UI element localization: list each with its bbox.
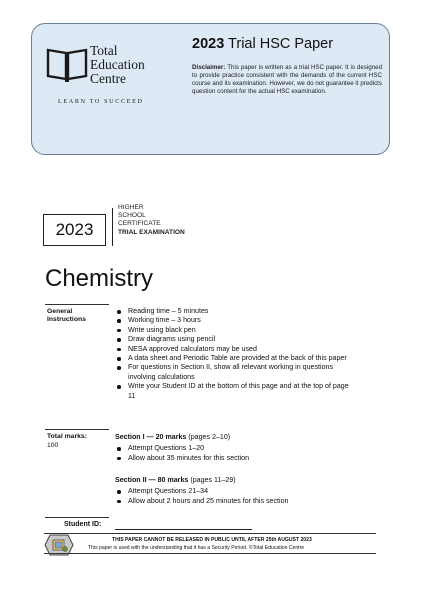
bullet-icon bbox=[117, 447, 121, 451]
bullet-icon bbox=[117, 357, 121, 361]
list-item-text: Allow about 35 minutes for this section bbox=[128, 453, 250, 462]
list-item bbox=[115, 326, 350, 335]
logo-wordmark bbox=[90, 44, 145, 86]
logo-line-2: Education bbox=[90, 57, 145, 72]
disclaimer-label: Disclaimer: bbox=[192, 64, 226, 71]
list-item-text: A data sheet and Periodic Table are provided at the back of this paper bbox=[128, 354, 347, 363]
list-item-text: Draw diagrams using pencil bbox=[128, 335, 216, 344]
list-item bbox=[115, 335, 350, 344]
list-item-text: Allow about 2 hours and 25 minutes for this section bbox=[128, 496, 289, 505]
divider bbox=[44, 533, 376, 534]
section-1-pages: (pages 2–10) bbox=[188, 433, 231, 441]
bullet-icon bbox=[117, 490, 121, 494]
bullet-icon bbox=[117, 348, 121, 352]
student-id-label: Student ID: bbox=[64, 521, 102, 528]
section-2-heading bbox=[115, 476, 236, 484]
section-2-title: Section II — 80 marks bbox=[115, 476, 189, 484]
list-item-text: NESA approved calculators may be used bbox=[128, 344, 257, 353]
list-item bbox=[115, 382, 350, 401]
total-marks-value: 100 bbox=[47, 442, 59, 449]
list-item bbox=[115, 316, 350, 325]
paper-year: 2023 bbox=[192, 36, 225, 52]
exam-line-2: SCHOOL bbox=[118, 212, 146, 220]
subject-title: Chemistry bbox=[45, 265, 154, 292]
section-2-list bbox=[115, 487, 289, 506]
tec-logo bbox=[46, 42, 196, 122]
copyright-notice: This paper is used with the understanding that it has a Security Period. ©Total Education Centre bbox=[88, 545, 305, 551]
exam-line-3: CERTIFICATE bbox=[118, 220, 161, 228]
bullet-icon bbox=[117, 500, 121, 504]
list-item bbox=[115, 363, 350, 382]
open-book-icon bbox=[46, 46, 88, 82]
logo-line-1: Total bbox=[90, 43, 118, 58]
instructions-list bbox=[115, 307, 350, 401]
divider bbox=[45, 429, 109, 430]
release-notice: THIS PAPER CANNOT BE RELEASED IN PUBLIC UNTIL AFTER 25th AUGUST 2023 bbox=[112, 537, 312, 543]
bullet-icon bbox=[117, 329, 121, 333]
section-2-pages: (pages 11–29) bbox=[190, 476, 236, 484]
list-item-text: Reading time – 5 minutes bbox=[128, 307, 209, 315]
section-1-title: Section I — 20 marks bbox=[115, 433, 187, 441]
bullet-icon bbox=[117, 310, 121, 314]
list-item-text: Attempt Questions 21–34 bbox=[128, 487, 209, 495]
logo-tagline: LEARN TO SUCCEED bbox=[58, 98, 144, 105]
bullet-icon bbox=[117, 385, 121, 389]
total-marks-label: Total marks: bbox=[47, 433, 87, 440]
list-item-text: Write your Student ID at the bottom of this page and at the top of page 11 bbox=[128, 382, 349, 400]
divider bbox=[45, 517, 109, 518]
disclaimer-text: This paper is written as a trial HSC paper. It is designed to provide practice consistent with the demands of the current HSC course and its examination. However, we do not guarantee it predicts question content for the actual HSC examination. bbox=[192, 64, 383, 95]
section-1-list bbox=[115, 444, 249, 463]
general-label-line-2: Instructions bbox=[47, 316, 86, 324]
logo-line-3: Centre bbox=[90, 71, 126, 86]
list-item bbox=[115, 454, 249, 464]
bullet-icon bbox=[117, 366, 121, 370]
header-banner bbox=[31, 23, 390, 155]
exam-line-4: TRIAL EXAMINATION bbox=[118, 228, 185, 236]
list-item-text: Attempt Questions 1–20 bbox=[128, 444, 205, 452]
list-item bbox=[115, 345, 350, 354]
list-item bbox=[115, 444, 249, 454]
list-item bbox=[115, 307, 350, 316]
student-id-field[interactable] bbox=[115, 529, 252, 530]
general-label-line-1: General bbox=[47, 308, 73, 315]
bullet-icon bbox=[117, 457, 121, 461]
disclaimer bbox=[192, 64, 382, 96]
list-item-text: Write using black pen bbox=[128, 325, 196, 334]
divider bbox=[45, 304, 109, 305]
exam-year-box: 2023 bbox=[43, 214, 106, 246]
list-item-text: Working time – 3 hours bbox=[128, 316, 201, 325]
list-item bbox=[115, 497, 289, 507]
exam-type bbox=[118, 204, 185, 237]
paper-title bbox=[192, 36, 333, 52]
list-item bbox=[115, 487, 289, 497]
bullet-icon bbox=[117, 338, 121, 342]
exam-line-1: HIGHER bbox=[118, 204, 144, 211]
bullet-icon bbox=[117, 319, 121, 323]
list-item bbox=[115, 354, 350, 363]
divider bbox=[112, 208, 113, 246]
list-item-text: For questions in Section II, show all relevant working in questions involving calculations bbox=[128, 363, 334, 381]
general-instructions-label bbox=[47, 308, 86, 324]
divider bbox=[44, 553, 376, 554]
paper-title-text: Trial HSC Paper bbox=[228, 36, 334, 52]
section-1-heading bbox=[115, 433, 230, 441]
